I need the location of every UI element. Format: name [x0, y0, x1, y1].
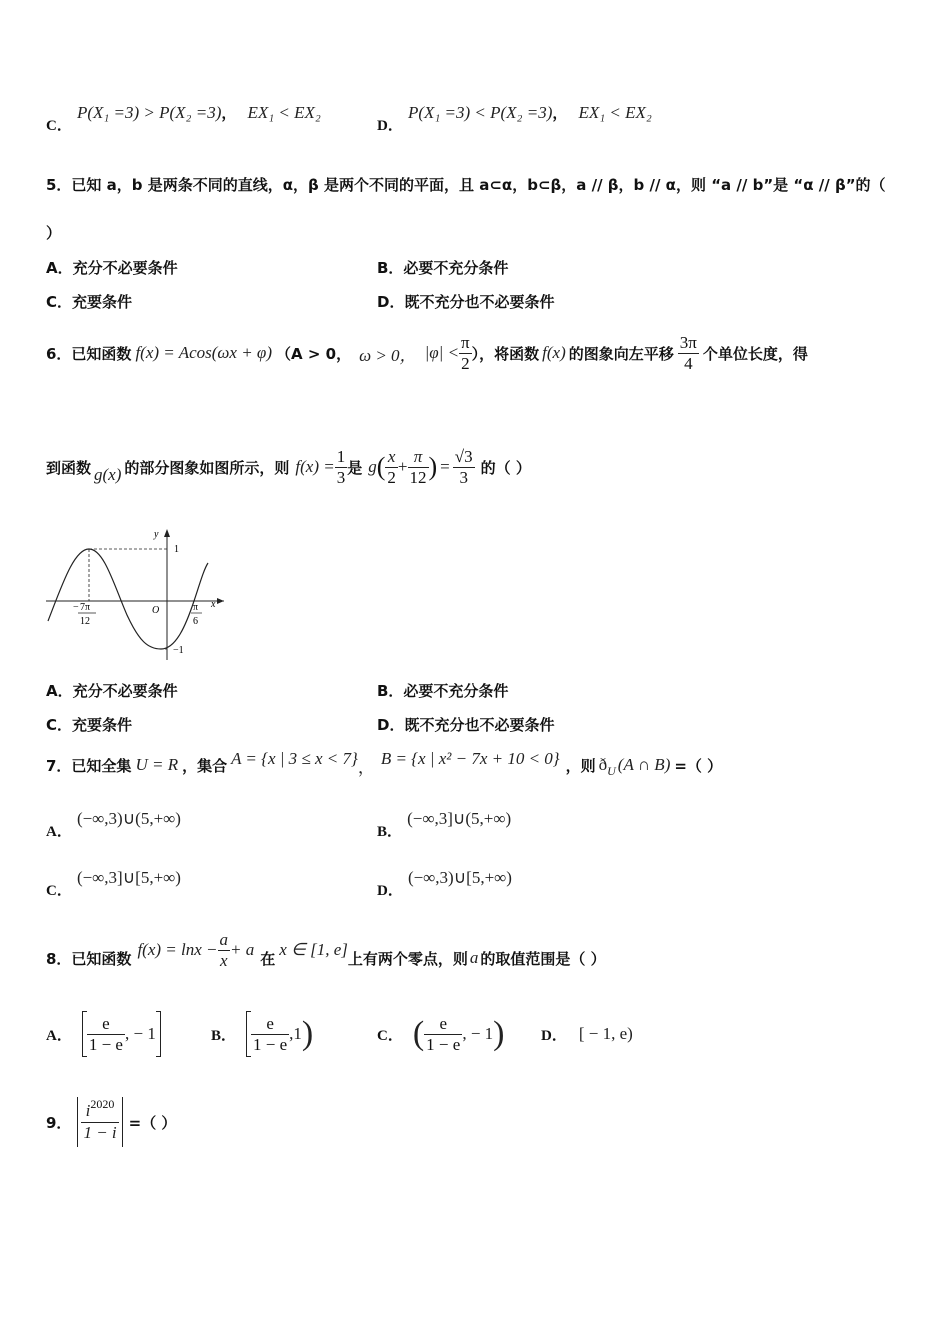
q7-option-d — [377, 867, 512, 899]
condition-omega: ω > 0， — [359, 345, 417, 365]
text: 7．已知全集 — [46, 756, 132, 775]
q4-option-d — [377, 102, 652, 134]
equation-lhs: f(x) = — [295, 457, 335, 476]
abs-value — [77, 1097, 122, 1147]
math-expression: P(X₁ =3) > P(X₂ =3) — [76, 103, 222, 122]
q5-stem-cont: ） — [46, 224, 62, 242]
condition-a: （A > 0， — [276, 344, 352, 363]
text: ），将函数 — [471, 344, 540, 363]
x-axis-arrow — [217, 598, 224, 604]
right-tick-num: π — [193, 602, 199, 613]
variable-a: a — [469, 948, 479, 967]
function-g: g — [368, 457, 377, 476]
left-tick-sign: − — [73, 602, 79, 613]
function-f: f(x) — [542, 343, 566, 362]
math-expression: P(X₁ =3) < P(X₂ =3) — [407, 103, 553, 122]
text: 到函数 — [46, 458, 92, 477]
q7-stem — [46, 748, 722, 782]
text: ，则 — [565, 756, 596, 775]
text: 在 — [260, 949, 276, 968]
q5-option-c: C．充要条件 — [46, 293, 133, 311]
fraction-x-over-2: $\frac{x}{2}$ — [387, 446, 396, 487]
text: 8．已知函数 — [46, 949, 132, 968]
text: 的图象向左平移 — [568, 344, 674, 363]
option-value: (−∞,3]∪(5,+∞) — [407, 809, 512, 828]
separator: ， — [221, 104, 237, 122]
condition-phi: |φ| < — [424, 343, 460, 362]
cosine-graph — [42, 525, 232, 665]
option-value: (−∞,3)∪(5,+∞) — [76, 809, 181, 828]
option-value: (−∞,3)∪[5,+∞) — [407, 868, 512, 887]
text: ，集合 — [182, 756, 228, 775]
y-label: y — [154, 529, 159, 540]
option-label: A． — [46, 1027, 72, 1044]
q8-stem — [46, 926, 606, 974]
option-label: B． — [211, 1027, 237, 1044]
right-tick-den: 6 — [193, 616, 198, 627]
q4-option-c — [46, 102, 321, 134]
text: 个单位长度，得 — [702, 344, 808, 363]
min-label: −1 — [173, 645, 184, 656]
q7-option-c — [46, 867, 181, 899]
fraction-3pi-over-4: $\frac{3\pi}{4}$ — [679, 332, 697, 373]
complement-subscript: U — [607, 763, 616, 778]
left-tick-num: 7π — [80, 602, 91, 613]
left-tick-den: 12 — [80, 616, 90, 627]
fraction: $\frac{e}{1 - e}$ — [88, 1013, 123, 1054]
text: 是 — [347, 458, 363, 477]
math-expression: EX₁ < EX₂ — [578, 103, 652, 122]
option-value: (−∞,3]∪[5,+∞) — [76, 868, 181, 887]
q6-option-c: C．充要条件 — [46, 716, 133, 734]
option-label: C． — [46, 883, 72, 899]
text: =（ ） — [128, 1113, 177, 1132]
text: =（ ） — [674, 756, 723, 775]
q5-option-b: B．必要不充分条件 — [377, 259, 509, 277]
fraction-pi-over-12: $\frac{\pi}{12}$ — [409, 446, 427, 487]
y-axis-arrow — [164, 529, 170, 537]
q9-stem — [46, 1094, 176, 1150]
option-label: C． — [46, 118, 72, 134]
domain: x ∈ [1, e] — [279, 940, 348, 959]
x-label: x — [211, 599, 216, 610]
text: 的（ ） — [480, 458, 531, 477]
option-value: [ − 1, e) — [578, 1024, 633, 1043]
q8-option-c: C． ( $\frac{e}{1 - e}$ , − 1 ) — [377, 1013, 505, 1054]
option-tail: , − 1 — [462, 1024, 494, 1043]
complement-symbol: ð — [598, 755, 608, 774]
option-label: D． — [377, 118, 403, 134]
q7-option-a — [46, 808, 181, 840]
q7-option-b — [377, 808, 512, 840]
fraction: $\frac{e}{1 - e}$ — [253, 1013, 288, 1054]
fraction: $\frac{e}{1 - e}$ — [426, 1013, 461, 1054]
origin-label: O — [152, 605, 160, 616]
q5-option-a: A．充分不必要条件 — [46, 259, 178, 277]
q6-stem-line1 — [46, 328, 808, 378]
option-label: D． — [377, 883, 403, 899]
q8-option-a — [46, 1008, 161, 1060]
equals: = — [440, 457, 450, 476]
fraction: $\frac{i^{2020}}{1 - i}$ — [83, 1097, 117, 1142]
q6-option-b: B．必要不充分条件 — [377, 682, 509, 700]
separator: ， — [357, 757, 375, 777]
text: 9． — [46, 1113, 72, 1132]
function-expression: f(x) = lnx − — [137, 940, 218, 959]
option-label: D． — [541, 1027, 567, 1044]
q6-option-d: D．既不充分也不必要条件 — [377, 716, 555, 734]
option-label: B． — [377, 824, 403, 840]
max-label: 1 — [174, 544, 179, 555]
q6-option-a: A．充分不必要条件 — [46, 682, 178, 700]
separator: ， — [552, 104, 568, 122]
function-g: g(x) — [94, 465, 122, 484]
text: 的部分图象如图所示，则 — [124, 458, 290, 477]
fraction-a-over-x: $\frac{a}{x}$ — [219, 929, 229, 970]
math-expression: EX₁ < EX₂ — [247, 103, 321, 122]
function-expression-tail: + a — [230, 940, 255, 959]
fraction-sqrt3-over-3: $\frac{√3}{3}$ — [454, 446, 473, 487]
option-label: C． — [377, 1027, 403, 1044]
text: 上有两个零点，则 — [347, 949, 468, 968]
universal-set: U = R — [135, 755, 179, 774]
plus: + — [397, 457, 408, 476]
option-label: A． — [46, 824, 72, 840]
function-expression: f(x) = Acos(ωx + φ) — [135, 343, 273, 362]
q5-option-d: D．既不充分也不必要条件 — [377, 293, 555, 311]
set-a: A = {x | 3 ≤ x < 7} — [231, 749, 358, 768]
option-tail: ,1 — [289, 1024, 302, 1043]
q8-option-d — [541, 1008, 633, 1060]
option-tail: , − 1 — [124, 1024, 156, 1043]
q8-option-b: B． $\frac{e}{1 - e}$ ,1 ) — [211, 1008, 313, 1060]
curve — [48, 549, 208, 649]
question-prefix: 6．已知函数 — [46, 344, 132, 363]
text: 的取值范围是（ ） — [480, 949, 606, 968]
fraction-pi-over-2: $\frac{\pi}{2}$ — [461, 332, 470, 373]
q6-stem-line2: 到函数 g(x) 的部分图象如图所示，则 f(x) = $\frac{1}{3}$ 是 g ( $\frac{x}{2}$ + $\frac{\pi}{12}$ ) = $\frac{√3}{3}$ 的（ ） — [46, 446, 531, 487]
fraction-1-over-3: $\frac{1}{3}$ — [336, 446, 346, 487]
expression: (A ∩ B) — [617, 755, 671, 774]
q5-stem: 5．已知 a，b 是两条不同的直线，α，β 是两个不同的平面，且 a⊂α，b⊂β，a // β，b // α，则 “a // b”是 “α // β”的（ — [46, 176, 886, 194]
set-b: B = {x | x² − 7x + 10 < 0} — [380, 749, 560, 768]
